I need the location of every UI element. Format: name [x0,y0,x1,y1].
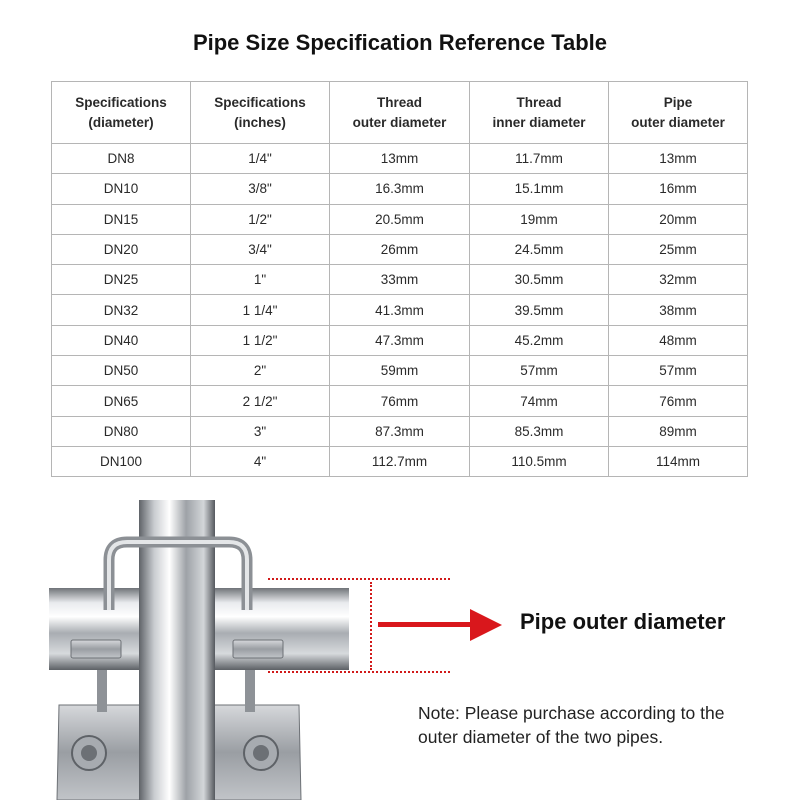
cell-inches: 1" [191,265,330,295]
purchase-note: Note: Please purchase according to the outer diameter of the two pipes. [418,703,725,747]
cell-diameter: DN100 [52,446,191,476]
cell-thread-inner: 15.1mm [470,174,609,204]
cell-pipe-outer: 114mm [609,446,748,476]
cell-pipe-outer: 48mm [609,325,748,355]
pipe-clamp-illustration [49,500,349,800]
table-row [52,356,748,386]
cell-pipe-outer: 20mm [609,204,748,234]
cell-inches: 2 1/2" [191,386,330,416]
dimension-vertical-line [370,582,372,670]
cell-diameter: DN10 [52,174,191,204]
cell-thread-outer: 76mm [330,386,470,416]
cell-inches: 3/8" [191,174,330,204]
header-diameter: Specifications (diameter) [52,82,191,144]
cell-pipe-outer: 89mm [609,416,748,446]
header-thread-outer: Thread outer diameter [330,82,470,144]
table-header-row [52,82,748,144]
table-row [52,144,748,174]
cell-inches: 4" [191,446,330,476]
cell-thread-inner: 110.5mm [470,446,609,476]
table-row [52,295,748,325]
table-row [52,386,748,416]
table-row [52,416,748,446]
dimension-top-line [268,578,450,580]
cell-inches: 1 1/2" [191,325,330,355]
cell-diameter: DN65 [52,386,191,416]
red-arrow-icon [378,605,503,645]
cell-thread-inner: 85.3mm [470,416,609,446]
cell-thread-inner: 19mm [470,204,609,234]
cell-pipe-outer: 16mm [609,174,748,204]
cell-thread-inner: 24.5mm [470,234,609,264]
cell-pipe-outer: 32mm [609,265,748,295]
cell-diameter: DN32 [52,295,191,325]
cell-pipe-outer: 25mm [609,234,748,264]
cell-inches: 3" [191,416,330,446]
cell-diameter: DN50 [52,356,191,386]
page-title: Pipe Size Specification Reference Table [192,30,608,55]
cell-thread-inner: 11.7mm [470,144,609,174]
cell-thread-outer: 20.5mm [330,204,470,234]
cell-thread-inner: 39.5mm [470,295,609,325]
header-inches: Specifications (inches) [191,82,330,144]
dimension-bottom-line [268,671,450,673]
cell-thread-outer: 16.3mm [330,174,470,204]
header-thread-inner: Thread inner diameter [470,82,609,144]
cell-pipe-outer: 57mm [609,356,748,386]
cell-diameter: DN15 [52,204,191,234]
table-row [52,234,748,264]
pipe-clamp-photo [49,500,349,800]
cell-inches: 1/4" [191,144,330,174]
table-row [52,265,748,295]
cell-diameter: DN8 [52,144,191,174]
pipe-spec-table [51,81,748,477]
cell-inches: 1/2" [191,204,330,234]
table-row [52,174,748,204]
cell-thread-inner: 57mm [470,356,609,386]
cell-thread-outer: 13mm [330,144,470,174]
cell-thread-outer: 41.3mm [330,295,470,325]
cell-pipe-outer: 38mm [609,295,748,325]
cell-thread-inner: 30.5mm [470,265,609,295]
cell-thread-inner: 74mm [470,386,609,416]
cell-diameter: DN25 [52,265,191,295]
table-row [52,446,748,476]
cell-pipe-outer: 13mm [609,144,748,174]
header-pipe-outer: Pipe outer diameter [609,82,748,144]
table-row [52,204,748,234]
cell-inches: 3/4" [191,234,330,264]
cell-diameter: DN40 [52,325,191,355]
cell-diameter: DN20 [52,234,191,264]
cell-diameter: DN80 [52,416,191,446]
pipe-outer-diameter-label: Pipe outer diameter [520,609,726,634]
cell-thread-outer: 112.7mm [330,446,470,476]
cell-thread-outer: 33mm [330,265,470,295]
cell-inches: 2" [191,356,330,386]
cell-thread-outer: 59mm [330,356,470,386]
cell-thread-inner: 45.2mm [470,325,609,355]
cell-thread-outer: 26mm [330,234,470,264]
cell-pipe-outer: 76mm [609,386,748,416]
cell-thread-outer: 47.3mm [330,325,470,355]
cell-thread-outer: 87.3mm [330,416,470,446]
table-row [52,325,748,355]
cell-inches: 1 1/4" [191,295,330,325]
